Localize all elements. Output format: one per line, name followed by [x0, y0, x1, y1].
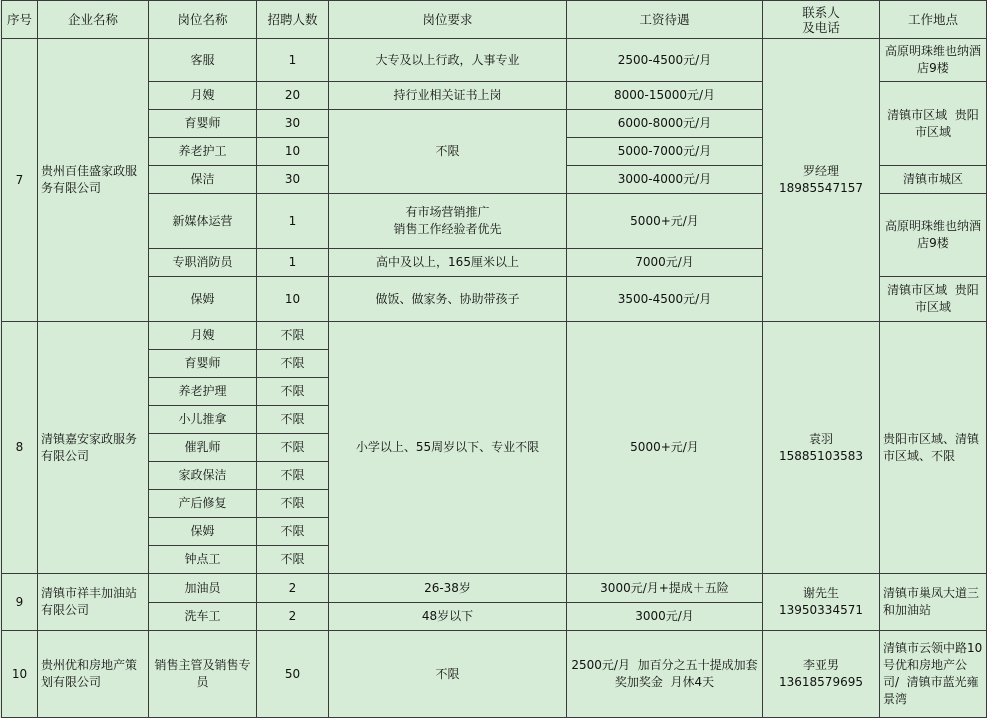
location-cell[interactable]: 高原明珠维也纳酒店9楼 — [880, 194, 987, 277]
salary-cell[interactable]: 5000+元/月 — [567, 194, 763, 249]
position-cell[interactable]: 销售主管及销售专员 — [149, 631, 257, 718]
count-cell[interactable]: 10 — [257, 138, 329, 166]
contact-cell[interactable]: 袁羽 15885103583 — [763, 322, 880, 574]
count-cell[interactable]: 不限 — [257, 322, 329, 350]
count-cell[interactable]: 1 — [257, 39, 329, 82]
row-no[interactable]: 7 — [2, 39, 38, 322]
position-cell[interactable]: 月嫂 — [149, 322, 257, 350]
row-no[interactable]: 9 — [2, 574, 38, 631]
header-salary[interactable]: 工资待遇 — [567, 1, 763, 39]
salary-cell[interactable]: 3000-4000元/月 — [567, 166, 763, 194]
requirement-cell[interactable]: 不限 — [329, 631, 567, 718]
contact-cell[interactable]: 谢先生 13950334571 — [763, 574, 880, 631]
contact-cell[interactable]: 罗经理 18985547157 — [763, 39, 880, 322]
table-row — [2, 631, 987, 718]
position-cell[interactable]: 客服 — [149, 39, 257, 82]
count-cell[interactable]: 1 — [257, 194, 329, 249]
salary-cell[interactable]: 7000元/月 — [567, 249, 763, 277]
position-cell[interactable]: 家政保洁 — [149, 462, 257, 490]
requirement-cell[interactable]: 小学以上、55周岁以下、专业不限 — [329, 322, 567, 574]
company-name[interactable]: 贵州百佳盛家政服务有限公司 — [38, 39, 149, 322]
salary-cell[interactable]: 5000-7000元/月 — [567, 138, 763, 166]
location-cell[interactable]: 清镇市云领中路10号优和房地产公司/ 清镇市蓝光雍景湾 — [880, 631, 987, 718]
count-cell[interactable]: 10 — [257, 277, 329, 322]
row-no[interactable]: 10 — [2, 631, 38, 718]
position-cell[interactable]: 保洁 — [149, 166, 257, 194]
count-cell[interactable]: 不限 — [257, 378, 329, 406]
header-no[interactable]: 序号 — [2, 1, 38, 39]
count-cell[interactable]: 不限 — [257, 546, 329, 574]
count-cell[interactable]: 30 — [257, 110, 329, 138]
count-cell[interactable]: 30 — [257, 166, 329, 194]
location-cell[interactable]: 清镇市区域 贵阳市区域 — [880, 82, 987, 166]
count-cell[interactable]: 不限 — [257, 462, 329, 490]
header-company[interactable]: 企业名称 — [38, 1, 149, 39]
position-cell[interactable]: 育婴师 — [149, 110, 257, 138]
salary-cell[interactable]: 2500-4500元/月 — [567, 39, 763, 82]
requirement-cell[interactable]: 26-38岁 — [329, 574, 567, 603]
count-cell[interactable]: 50 — [257, 631, 329, 718]
contact-cell[interactable]: 李亚男 13618579695 — [763, 631, 880, 718]
requirement-cell[interactable]: 48岁以下 — [329, 603, 567, 631]
position-cell[interactable]: 保姆 — [149, 277, 257, 322]
requirement-cell[interactable]: 大专及以上行政，人事专业 — [329, 39, 567, 82]
salary-cell[interactable]: 3000元/月+提成＋五险 — [567, 574, 763, 603]
location-cell[interactable]: 清镇市城区 — [880, 166, 987, 194]
position-cell[interactable]: 新媒体运营 — [149, 194, 257, 249]
requirement-cell[interactable]: 做饭、做家务、协助带孩子 — [329, 277, 567, 322]
salary-cell[interactable]: 8000-15000元/月 — [567, 82, 763, 110]
location-cell[interactable]: 高原明珠维也纳酒店9楼 — [880, 39, 987, 82]
position-cell[interactable]: 钟点工 — [149, 546, 257, 574]
position-cell[interactable]: 专职消防员 — [149, 249, 257, 277]
position-cell[interactable]: 催乳师 — [149, 434, 257, 462]
header-contact[interactable]: 联系人 及电话 — [763, 1, 880, 39]
table-row — [2, 39, 987, 82]
requirement-cell[interactable]: 高中及以上，165厘米以上 — [329, 249, 567, 277]
company-name[interactable]: 清镇市祥丰加油站有限公司 — [38, 574, 149, 631]
position-cell[interactable]: 洗车工 — [149, 603, 257, 631]
row-no[interactable]: 8 — [2, 322, 38, 574]
count-cell[interactable]: 不限 — [257, 350, 329, 378]
position-cell[interactable]: 月嫂 — [149, 82, 257, 110]
count-cell[interactable]: 不限 — [257, 518, 329, 546]
position-cell[interactable]: 小儿推拿 — [149, 406, 257, 434]
position-cell[interactable]: 育婴师 — [149, 350, 257, 378]
count-cell[interactable]: 2 — [257, 603, 329, 631]
salary-cell[interactable]: 3000元/月 — [567, 603, 763, 631]
location-cell[interactable]: 清镇市巢凤大道三和加油站 — [880, 574, 987, 631]
location-cell[interactable]: 清镇市区域 贵阳市区域 — [880, 277, 987, 322]
company-name[interactable]: 贵州优和房地产策划有限公司 — [38, 631, 149, 718]
position-cell[interactable]: 养老护理 — [149, 378, 257, 406]
position-cell[interactable]: 加油员 — [149, 574, 257, 603]
position-cell[interactable]: 产后修复 — [149, 490, 257, 518]
count-cell[interactable]: 2 — [257, 574, 329, 603]
table-row — [2, 322, 987, 350]
salary-cell[interactable]: 2500元/月 加百分之五十提成加套奖加奖金 月休4天 — [567, 631, 763, 718]
salary-cell[interactable]: 3500-4500元/月 — [567, 277, 763, 322]
header-row — [2, 1, 987, 39]
salary-cell[interactable]: 5000+元/月 — [567, 322, 763, 574]
salary-cell[interactable]: 6000-8000元/月 — [567, 110, 763, 138]
table-row — [2, 574, 987, 603]
header-location[interactable]: 工作地点 — [880, 1, 987, 39]
header-position[interactable]: 岗位名称 — [149, 1, 257, 39]
count-cell[interactable]: 不限 — [257, 490, 329, 518]
count-cell[interactable]: 不限 — [257, 406, 329, 434]
position-cell[interactable]: 保姆 — [149, 518, 257, 546]
requirement-cell[interactable]: 有市场营销推广 销售工作经验者优先 — [329, 194, 567, 249]
count-cell[interactable]: 20 — [257, 82, 329, 110]
recruitment-table — [1, 0, 987, 718]
location-cell[interactable]: 贵阳市区域、清镇市区域、不限 — [880, 322, 987, 574]
header-count[interactable]: 招聘人数 — [257, 1, 329, 39]
count-cell[interactable]: 1 — [257, 249, 329, 277]
requirement-cell[interactable]: 持行业相关证书上岗 — [329, 82, 567, 110]
requirement-cell[interactable]: 不限 — [329, 110, 567, 194]
count-cell[interactable]: 不限 — [257, 434, 329, 462]
company-name[interactable]: 清镇嘉安家政服务有限公司 — [38, 322, 149, 574]
position-cell[interactable]: 养老护工 — [149, 138, 257, 166]
header-requirement[interactable]: 岗位要求 — [329, 1, 567, 39]
